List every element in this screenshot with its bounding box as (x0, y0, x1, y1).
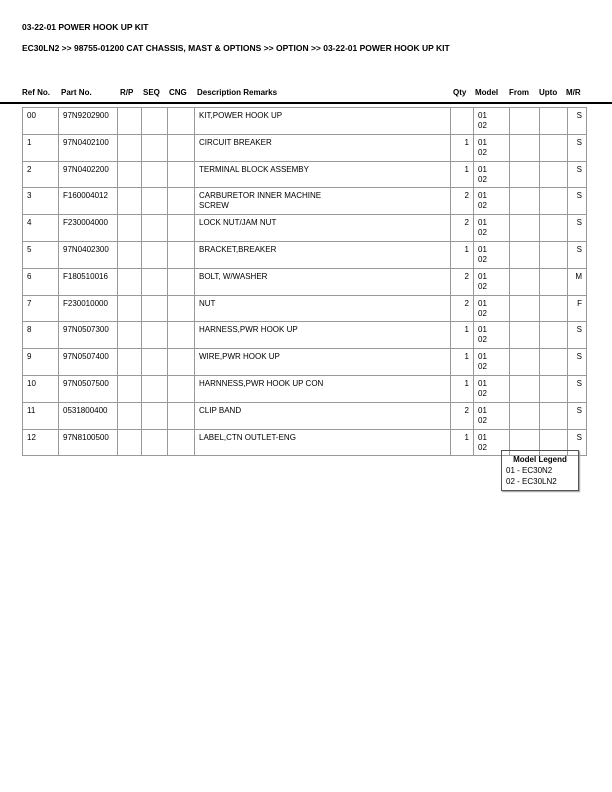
from-cell (510, 215, 540, 242)
rp-cell (118, 215, 142, 242)
seq-cell (142, 322, 168, 349)
ref-cell: 3 (23, 188, 59, 215)
description-cell (195, 241, 451, 268)
table-row (23, 161, 587, 188)
model-code: 01 (478, 432, 487, 442)
qty-cell: 1 (451, 322, 474, 349)
upto-cell (540, 215, 568, 242)
model-code: 01 (478, 111, 487, 120)
qty-cell: 2 (451, 188, 474, 215)
description-cell (195, 215, 451, 242)
cng-cell (168, 161, 195, 188)
rp-cell (118, 375, 142, 402)
table-row (23, 215, 587, 242)
qty-cell: 1 (451, 134, 474, 161)
col-part: Part No. (61, 88, 92, 97)
rp-cell (118, 161, 142, 188)
table-row (23, 375, 587, 402)
cng-cell (168, 402, 195, 429)
ref-cell: 00 (23, 108, 59, 135)
breadcrumb: EC30LN2 >> 98755-01200 CAT CHASSIS, MAST & OPTIONS >> OPTION >> 03-22-01 POWER HOOK UP KIT (22, 43, 450, 53)
mr-cell: S (568, 322, 587, 349)
seq-cell (142, 295, 168, 322)
cng-cell (168, 268, 195, 295)
description-cell (195, 268, 451, 295)
part-no-cell: 97N9202900 (59, 108, 118, 135)
description-text: CARBURETOR INNER MACHINE (199, 191, 322, 201)
model-cell (474, 295, 510, 322)
upto-cell (540, 375, 568, 402)
cng-cell (168, 349, 195, 376)
mr-cell: S (568, 402, 587, 429)
cng-cell (168, 429, 195, 456)
model-code: 02 (478, 174, 487, 184)
model-cell (474, 188, 510, 215)
legend-item: 01 - EC30N2 (506, 466, 553, 475)
table-row (23, 241, 587, 268)
cng-cell (168, 215, 195, 242)
mr-cell: S (568, 161, 587, 188)
upto-cell (540, 268, 568, 295)
ref-cell: 12 (23, 429, 59, 456)
qty-cell: 2 (451, 295, 474, 322)
mr-cell: S (568, 108, 587, 135)
model-code: 01 (478, 137, 487, 147)
ref-cell: 9 (23, 349, 59, 376)
seq-cell (142, 429, 168, 456)
col-model: Model (475, 88, 499, 97)
seq-cell (142, 268, 168, 295)
part-no-cell: 97N0507400 (59, 349, 118, 376)
from-cell (510, 322, 540, 349)
mr-cell: S (568, 241, 587, 268)
model-code: 02 (478, 335, 487, 345)
rp-cell (118, 188, 142, 215)
rp-cell (118, 349, 142, 376)
model-legend (501, 450, 579, 491)
cng-cell (168, 322, 195, 349)
model-code: 02 (478, 201, 487, 211)
upto-cell (540, 134, 568, 161)
part-no-cell: 97N0507500 (59, 375, 118, 402)
description-cell (195, 108, 451, 135)
mr-cell: S (568, 429, 587, 456)
rp-cell (118, 295, 142, 322)
model-cell (474, 322, 510, 349)
description-text: NUT (199, 298, 216, 308)
qty-cell: 1 (451, 429, 474, 456)
description-text: CLIP BAND (199, 405, 242, 415)
seq-cell (142, 402, 168, 429)
description-text: HARNESS,PWR HOOK UP (199, 325, 298, 335)
part-no-cell: 97N0402300 (59, 241, 118, 268)
table-row (23, 188, 587, 215)
col-ref: Ref No. (22, 88, 50, 97)
table-row (23, 402, 587, 429)
part-no-cell: 97N0402100 (59, 134, 118, 161)
seq-cell (142, 188, 168, 215)
model-cell (474, 375, 510, 402)
model-cell (474, 215, 510, 242)
mr-cell: S (568, 188, 587, 215)
parts-table (22, 107, 587, 456)
from-cell (510, 402, 540, 429)
cng-cell (168, 134, 195, 161)
from-cell (510, 268, 540, 295)
ref-cell: 2 (23, 161, 59, 188)
from-cell (510, 349, 540, 376)
mr-cell: S (568, 349, 587, 376)
table-row (23, 134, 587, 161)
rp-cell (118, 429, 142, 456)
description-cell (195, 402, 451, 429)
model-code: 02 (478, 442, 487, 452)
description-cell (195, 349, 451, 376)
description-text: LOCK NUT/JAM NUT (199, 218, 277, 228)
model-cell (474, 241, 510, 268)
part-no-cell: 97N0507300 (59, 322, 118, 349)
ref-cell: 1 (23, 134, 59, 161)
from-cell (510, 161, 540, 188)
upto-cell (540, 402, 568, 429)
description-cell (195, 161, 451, 188)
ref-cell: 7 (23, 295, 59, 322)
model-code: 01 (478, 298, 487, 308)
rp-cell (118, 322, 142, 349)
qty-cell: 1 (451, 375, 474, 402)
mr-cell: S (568, 215, 587, 242)
rp-cell (118, 108, 142, 135)
seq-cell (142, 161, 168, 188)
col-desc: Description Remarks (197, 88, 278, 97)
seq-cell (142, 108, 168, 135)
part-no-cell: F160004012 (59, 188, 118, 215)
description-text: CIRCUIT BREAKER (199, 137, 272, 147)
description-text: BOLT, W/WASHER (199, 271, 268, 281)
description-cell (195, 188, 451, 215)
header-rule (0, 102, 612, 104)
from-cell (510, 188, 540, 215)
description-text: WIRE,PWR HOOK UP (199, 352, 280, 362)
qty-cell (451, 108, 474, 135)
description-cell (195, 295, 451, 322)
model-code: 02 (478, 362, 487, 372)
upto-cell (540, 108, 568, 135)
cng-cell (168, 375, 195, 402)
from-cell (510, 134, 540, 161)
model-cell (474, 134, 510, 161)
qty-cell: 2 (451, 402, 474, 429)
seq-cell (142, 241, 168, 268)
part-no-cell: 97N8100500 (59, 429, 118, 456)
table-row (23, 295, 587, 322)
model-code: 02 (478, 281, 487, 291)
cng-cell (168, 295, 195, 322)
col-upto: Upto (539, 88, 558, 97)
ref-cell: 5 (23, 241, 59, 268)
description-text: TERMINAL BLOCK ASSEMBY (199, 164, 309, 174)
description-cell (195, 375, 451, 402)
col-mr: M/R (566, 88, 581, 97)
description-text: BRACKET,BREAKER (199, 244, 277, 254)
upto-cell (540, 295, 568, 322)
part-no-cell: 97N0402200 (59, 161, 118, 188)
page-title: 03-22-01 POWER HOOK UP KIT (22, 22, 149, 32)
description-text: KIT,POWER HOOK UP (199, 111, 283, 120)
model-code: 01 (478, 405, 487, 415)
upto-cell (540, 241, 568, 268)
model-code: 01 (478, 191, 487, 201)
from-cell (510, 375, 540, 402)
legend-title: Model Legend (513, 455, 567, 464)
model-cell (474, 161, 510, 188)
model-code: 02 (478, 415, 487, 425)
model-code: 01 (478, 352, 487, 362)
model-code: 01 (478, 378, 487, 388)
model-code: 01 (478, 325, 487, 335)
description-text: LABEL,CTN OUTLET-ENG (199, 432, 296, 442)
description-cell (195, 322, 451, 349)
qty-cell: 2 (451, 268, 474, 295)
col-seq: SEQ (143, 88, 160, 97)
qty-cell: 1 (451, 349, 474, 376)
part-no-cell: F180510016 (59, 268, 118, 295)
qty-cell: 2 (451, 215, 474, 242)
rp-cell (118, 241, 142, 268)
ref-cell: 8 (23, 322, 59, 349)
cng-cell (168, 188, 195, 215)
upto-cell (540, 188, 568, 215)
part-no-cell: F230010000 (59, 295, 118, 322)
from-cell (510, 241, 540, 268)
qty-cell: 1 (451, 241, 474, 268)
mr-cell: M (568, 268, 587, 295)
description-cell (195, 134, 451, 161)
ref-cell: 6 (23, 268, 59, 295)
qty-cell: 1 (451, 161, 474, 188)
model-cell (474, 268, 510, 295)
upto-cell (540, 161, 568, 188)
table-header (0, 88, 612, 102)
col-qty: Qty (453, 88, 467, 97)
rp-cell (118, 402, 142, 429)
model-code: 01 (478, 164, 487, 174)
model-code: 02 (478, 308, 487, 318)
cng-cell (168, 108, 195, 135)
rp-cell (118, 268, 142, 295)
col-rp: R/P (120, 88, 134, 97)
model-code: 02 (478, 147, 487, 157)
from-cell (510, 295, 540, 322)
seq-cell (142, 134, 168, 161)
table-row (23, 268, 587, 295)
legend-item: 02 - EC30LN2 (506, 477, 557, 486)
model-cell (474, 402, 510, 429)
seq-cell (142, 215, 168, 242)
col-from: From (509, 88, 529, 97)
seq-cell (142, 375, 168, 402)
model-code: 02 (478, 388, 487, 398)
mr-cell: S (568, 134, 587, 161)
description-cell (195, 429, 451, 456)
model-code: 02 (478, 228, 487, 238)
model-code: 01 (478, 271, 487, 281)
upto-cell (540, 349, 568, 376)
table-row (23, 108, 587, 135)
table-row (23, 322, 587, 349)
upto-cell (540, 322, 568, 349)
model-code: 01 (478, 218, 487, 228)
ref-cell: 4 (23, 215, 59, 242)
description-text: HARNNESS,PWR HOOK UP CON (199, 378, 324, 388)
model-code: 01 (478, 244, 487, 254)
rp-cell (118, 134, 142, 161)
mr-cell: F (568, 295, 587, 322)
from-cell (510, 108, 540, 135)
col-cng: CNG (169, 88, 187, 97)
seq-cell (142, 349, 168, 376)
cng-cell (168, 241, 195, 268)
mr-cell: S (568, 375, 587, 402)
description-text: SCREW (199, 201, 229, 211)
model-cell (474, 349, 510, 376)
ref-cell: 10 (23, 375, 59, 402)
table-row (23, 349, 587, 376)
model-code: 02 (478, 121, 487, 130)
part-no-cell: 0531800400 (59, 402, 118, 429)
part-no-cell: F230004000 (59, 215, 118, 242)
model-code: 02 (478, 254, 487, 264)
ref-cell: 11 (23, 402, 59, 429)
model-cell (474, 108, 510, 135)
